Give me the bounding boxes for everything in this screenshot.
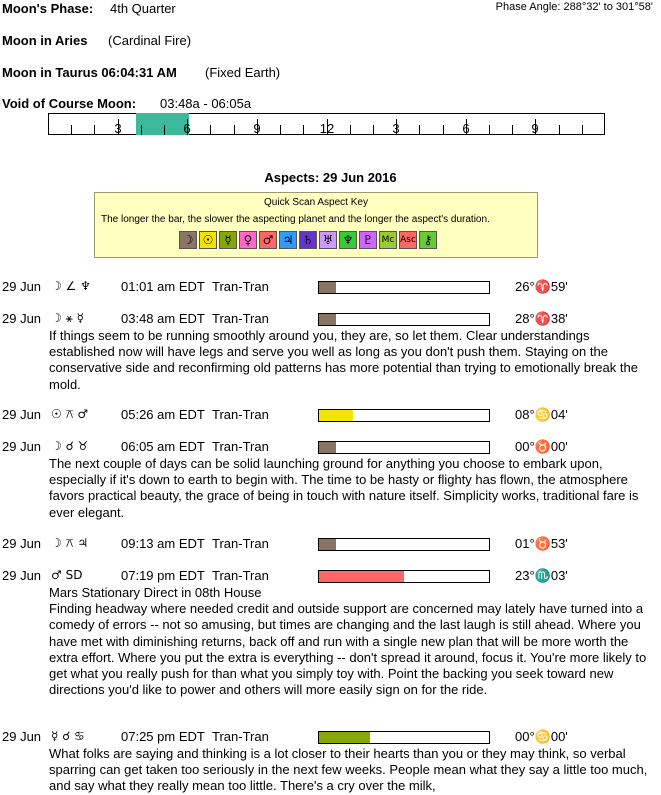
midheaven-icon: Mc xyxy=(379,231,397,249)
aspect-date: 29 Jun xyxy=(2,536,42,551)
aspect-row xyxy=(0,407,661,425)
duration-bar xyxy=(318,441,490,454)
chiron-icon: ⚷ xyxy=(419,231,437,249)
aspect-symbols: ☽ ∠ ♆ xyxy=(51,279,91,293)
aspect-row xyxy=(0,729,661,747)
key-title: Quick Scan Aspect Key xyxy=(264,197,368,208)
key-subtitle: The longer the bar, the slower the aspecting planet and the longer the aspect's duration. xyxy=(101,214,490,225)
aspect-position: 00°♉00' xyxy=(515,439,568,454)
duration-bar xyxy=(318,313,490,326)
aspect-type: Tran-Tran xyxy=(212,568,269,583)
timeline-tick xyxy=(559,125,560,135)
duration-bar-fill xyxy=(319,282,336,293)
timeline-hour-label: 6 xyxy=(183,121,191,136)
saturn-icon: ♄ xyxy=(299,231,317,249)
timeline-tick xyxy=(141,125,142,135)
aspect-date: 29 Jun xyxy=(2,729,42,744)
duration-bar xyxy=(318,731,490,744)
moon-icon: ☽ xyxy=(179,231,197,249)
jupiter-icon: ♃ xyxy=(279,231,297,249)
aspect-time: 09:13 am EDT xyxy=(121,536,205,551)
sun-icon: ☉ xyxy=(199,231,217,249)
aspect-row xyxy=(0,568,661,586)
voc-value: 03:48a - 06:05a xyxy=(160,96,252,111)
phase-angle: Phase Angle: 288°32' to 301°58' xyxy=(495,1,653,13)
pluto-icon: ♇ xyxy=(359,231,377,249)
aspect-interpretation: If things seem to be running smoothly around you, they are, so let them. Clear understandings established now will have legs and serve you well as long as you don't push them. Staying on the conservative side and reconfirming old patterns has more potential than trying to emotionally break the mold. xyxy=(49,328,638,392)
timeline-hour-label: 12 xyxy=(319,121,335,136)
timeline-hour-label: 6 xyxy=(462,121,470,136)
uranus-icon: ♅ xyxy=(319,231,337,249)
timeline-tick xyxy=(419,125,420,135)
aspect-position: 28°♈38' xyxy=(515,311,568,326)
aspect-date: 29 Jun xyxy=(2,311,42,326)
timeline-tick xyxy=(164,125,165,135)
timeline-tick xyxy=(280,125,281,135)
timeline-tick xyxy=(350,125,351,135)
aspect-type: Tran-Tran xyxy=(212,407,269,422)
aspect-interpretation: What folks are saying and thinking is a lot closer to their hearts than you or they may think, so verbal sparring can get taken too seriously in the next few weeks. People mean what they say a little too much, and say what they really mean too little. There's a cry over the milk, xyxy=(49,746,648,794)
aspect-symbols: ☽ ⚹ ☿ xyxy=(51,311,84,325)
timeline-hour-label: 9 xyxy=(253,121,261,136)
aspect-type: Tran-Tran xyxy=(212,729,269,744)
aspect-position: 08°♋04' xyxy=(515,407,568,422)
aspect-type: Tran-Tran xyxy=(212,439,269,454)
aspect-position: 23°♏03' xyxy=(515,568,568,583)
timeline-tick xyxy=(210,125,211,135)
aspect-time: 03:48 am EDT xyxy=(121,311,205,326)
neptune-icon: ♆ xyxy=(339,231,357,249)
aries-note: (Cardinal Fire) xyxy=(108,33,192,48)
aspect-position: 00°♋00' xyxy=(515,729,568,744)
aspect-symbols: ☽ ☌ ♉ xyxy=(51,439,89,453)
aspect-row xyxy=(0,536,661,554)
timeline-hour-label: 9 xyxy=(531,121,539,136)
ascendant-icon: Asc xyxy=(399,231,417,249)
aspect-symbols: ♂ SD xyxy=(51,568,83,582)
voc-label: Void of Course Moon: xyxy=(2,96,137,111)
aspects-title: Aspects: 29 Jun 2016 xyxy=(264,170,397,185)
taurus-note: (Fixed Earth) xyxy=(205,65,281,80)
aspect-time: 07:25 pm EDT xyxy=(121,729,205,744)
aspect-interpretation: Finding headway where needed credit and outside support are concerned may lately have turned into a comedy of errors -- not so amusing, but times are changing and the last laugh is still ahead. Where you have met with diminishing returns, back off and run with a single new plan that will be more worth the extra effort. Where you put the extra is everything -- don't spread it around, focus it. You're more likely to get what you really push for than what you simply toy with. Point the backing you seek toward new directions you'd like to power and others will more easily sign on for the ride. xyxy=(49,601,647,698)
timeline-tick xyxy=(512,125,513,135)
mars-icon: ♂ xyxy=(259,231,277,249)
phase-label: Moon's Phase: xyxy=(2,1,94,16)
aspect-subtitle: Mars Stationary Direct in 08th House xyxy=(49,585,262,600)
duration-bar xyxy=(318,570,490,583)
timeline-hour-label: 3 xyxy=(114,121,122,136)
duration-bar-fill xyxy=(319,732,370,743)
phase-value: 4th Quarter xyxy=(110,1,176,16)
venus-icon: ♀ xyxy=(239,231,257,249)
timeline-tick xyxy=(443,125,444,135)
timeline-tick xyxy=(582,125,583,135)
aspect-time: 01:01 am EDT xyxy=(121,279,205,294)
duration-bar-fill xyxy=(319,410,353,421)
aspect-date: 29 Jun xyxy=(2,279,42,294)
aspect-interpretation: The next couple of days can be solid launching ground for anything you choose to embark upon, especially if it's down to earth to begin with. The time to be hasty or flighty has flown, the atmosphere favors practical beauty, the grace of being in touch with nature itself. Simplicity works, traditional fare is ever elegant. xyxy=(49,456,639,520)
aspect-symbols: ☿ ☌ ♋ xyxy=(51,729,85,743)
aspect-time: 06:05 am EDT xyxy=(121,439,205,454)
duration-bar xyxy=(318,538,490,551)
aspect-position: 01°♉53' xyxy=(515,536,568,551)
duration-bar xyxy=(318,409,490,422)
aspect-time: 05:26 am EDT xyxy=(121,407,205,422)
timeline-tick xyxy=(373,125,374,135)
timeline-tick xyxy=(234,125,235,135)
timeline-tick xyxy=(489,125,490,135)
planet-glyphs xyxy=(179,231,439,250)
aspect-date: 29 Jun xyxy=(2,407,42,422)
aspect-symbols: ☽ ⚻ ♃ xyxy=(51,536,89,550)
timeline-hour-label: 3 xyxy=(392,121,400,136)
duration-bar-fill xyxy=(319,442,336,453)
aspect-date: 29 Jun xyxy=(2,439,42,454)
aspect-time: 07:19 pm EDT xyxy=(121,568,205,583)
mercury-icon: ☿ xyxy=(219,231,237,249)
aspect-type: Tran-Tran xyxy=(212,311,269,326)
aspect-row xyxy=(0,311,661,329)
aspect-type: Tran-Tran xyxy=(212,536,269,551)
moon-in-taurus: Moon in Taurus 06:04:31 AM xyxy=(2,65,177,80)
aspect-type: Tran-Tran xyxy=(212,279,269,294)
aspect-key xyxy=(94,192,538,258)
duration-bar-fill xyxy=(319,539,336,550)
aspect-symbols: ☉ ⚻ ♂ xyxy=(51,407,89,421)
aspect-row xyxy=(0,279,661,297)
aspect-position: 26°♈59' xyxy=(515,279,568,294)
duration-bar xyxy=(318,281,490,294)
duration-bar-fill xyxy=(319,571,404,582)
timeline-tick xyxy=(71,125,72,135)
timeline-tick xyxy=(94,125,95,135)
aspect-date: 29 Jun xyxy=(2,568,42,583)
moon-in-aries: Moon in Aries xyxy=(2,33,88,48)
timeline-tick xyxy=(303,125,304,135)
duration-bar-fill xyxy=(319,314,336,325)
aspect-row xyxy=(0,439,661,457)
